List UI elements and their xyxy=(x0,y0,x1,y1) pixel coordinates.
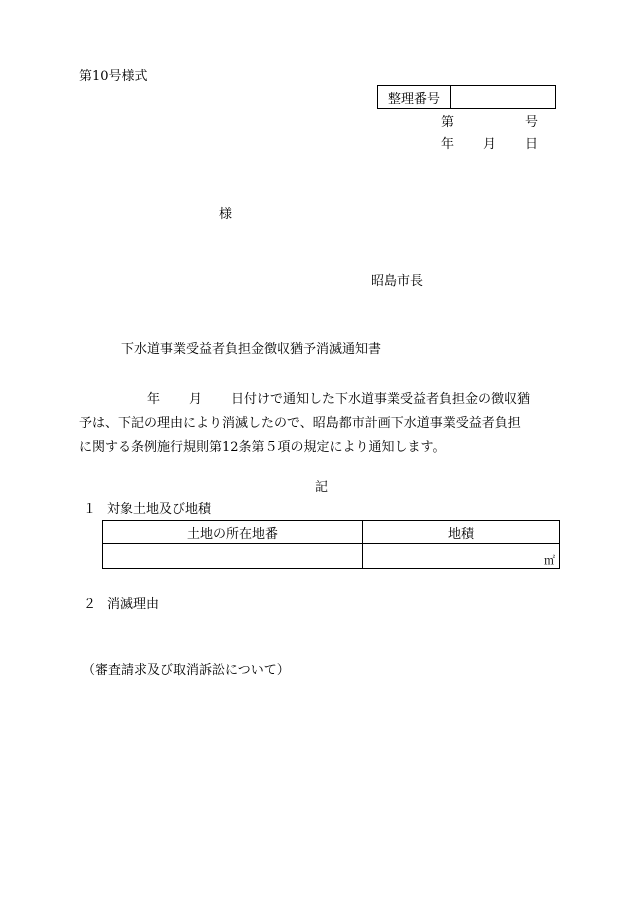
body-month-label: 月 xyxy=(189,392,203,407)
item-1-label: 対象土地及び地積 xyxy=(107,502,212,517)
reference-number-label: 整理番号 xyxy=(378,86,451,108)
date-year-label: 年 xyxy=(441,137,455,152)
document-number-suffix: 号 xyxy=(525,115,539,130)
date-day-label: 日 xyxy=(525,137,539,152)
item-2-number: ２ xyxy=(83,597,97,612)
notice-body-line-3: に関する条例施行規則第12条第５項の規定により通知します。 xyxy=(79,440,446,455)
land-area-table xyxy=(102,520,560,569)
form-number: 第10号様式 xyxy=(79,69,148,84)
date-month-label: 月 xyxy=(483,137,497,152)
appeal-note: （審査請求及び取消訴訟について） xyxy=(82,663,290,678)
table-header-area: 地積 xyxy=(363,521,560,544)
table-row xyxy=(103,544,560,569)
item-2-label: 消滅理由 xyxy=(107,597,160,612)
land-address-cell[interactable] xyxy=(103,544,363,569)
notice-body xyxy=(79,388,553,460)
document-number-prefix: 第 xyxy=(441,115,455,130)
notice-body-line-2: 予は、下記の理由により消滅したので、昭島都市計画下水道事業受益者負担 xyxy=(79,416,521,431)
document-title: 下水道事業受益者負担金徴収猶予消滅通知書 xyxy=(121,342,382,357)
body-line-1-text: 日付けで通知した下水道事業受益者負担金の徴収猶 xyxy=(231,392,531,407)
table-header-address: 土地の所在地番 xyxy=(103,521,363,544)
ki-heading: 記 xyxy=(315,480,329,495)
body-year-label: 年 xyxy=(147,392,161,407)
reference-number-field[interactable] xyxy=(451,86,555,108)
addressee-honorific: 様 xyxy=(219,207,233,222)
issuer-name: 昭島市長 xyxy=(371,274,424,289)
item-1-number: １ xyxy=(83,502,97,517)
square-meter-unit: ㎡ xyxy=(544,554,555,567)
notice-body-line-1 xyxy=(79,388,553,412)
reference-number-box xyxy=(377,85,556,109)
table-header-row xyxy=(103,521,560,544)
land-area-cell[interactable] xyxy=(363,544,560,569)
